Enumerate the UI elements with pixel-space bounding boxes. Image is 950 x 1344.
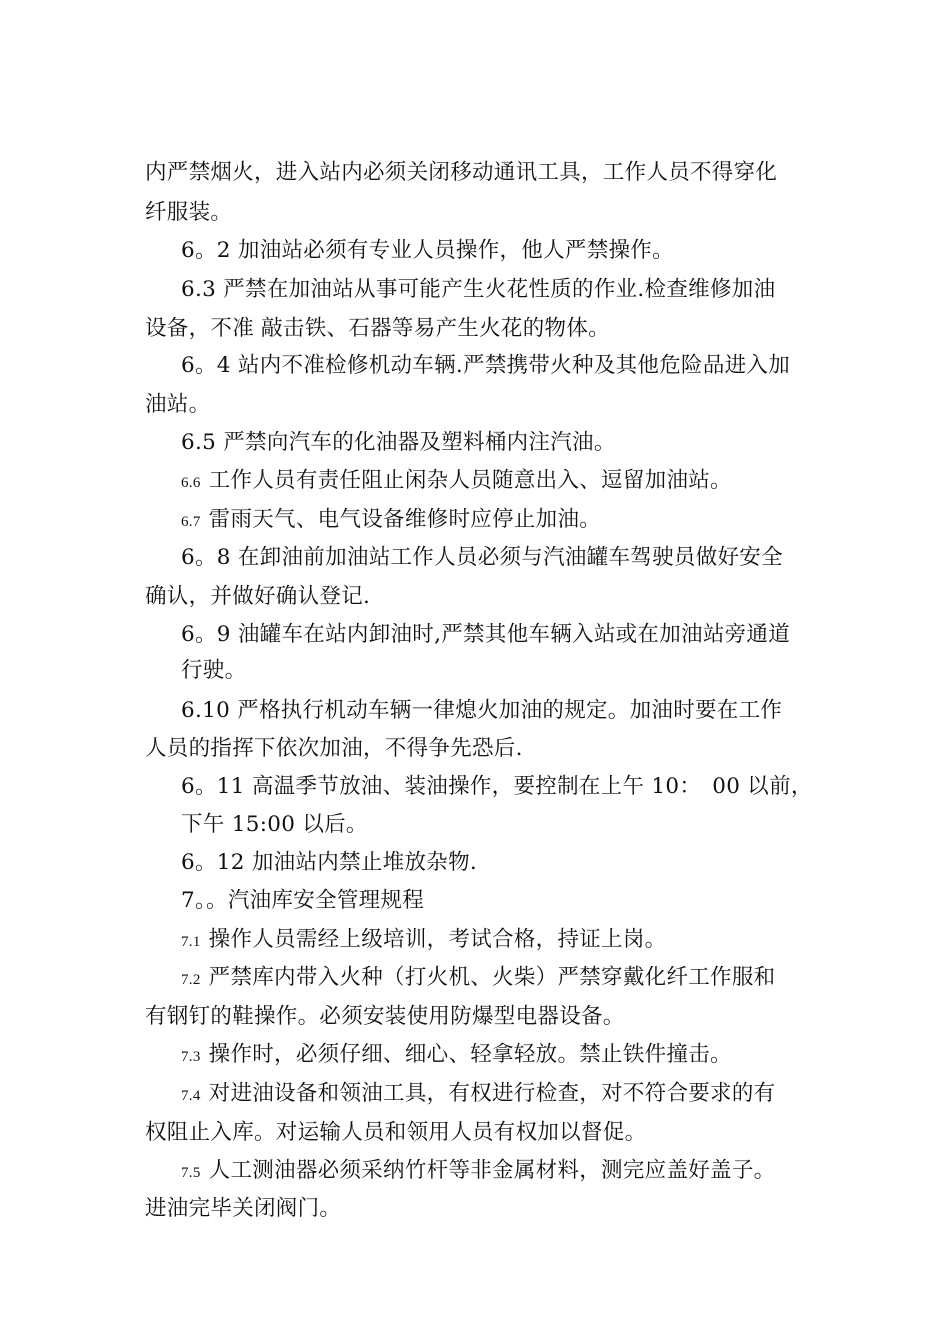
section-7-heading: 7。。汽油库安全管理规程 [181, 888, 425, 913]
text-line: 权阻止入库。对运输人员和领用人员有权加以督促。 [145, 1120, 647, 1145]
item-number: 7.3 [181, 1049, 201, 1065]
text-line: 确认，并做好确认登记. [145, 584, 371, 609]
text-line: 进油完毕关闭阀门。 [145, 1196, 342, 1221]
item-7-5 [181, 1156, 775, 1188]
text-line: 纤服装。 [145, 200, 233, 225]
text-line: 下午 15:00 以后。 [181, 812, 368, 837]
item-6-7 [181, 505, 601, 537]
item-6-12: 6。12 加油站内禁止堆放杂物. [181, 850, 478, 875]
item-6-5: 6.5 严禁向汽车的化油器及塑料桶内注汽油。 [181, 430, 616, 455]
item-6-6 [181, 466, 732, 498]
item-number: 7.5 [181, 1165, 201, 1181]
item-number: 6.7 [181, 514, 201, 530]
item-6-11: 6。11 高温季节放油、装油操作，要控制在上午 10： 00 以前， [181, 774, 813, 799]
item-6-9: 6。9 油罐车在站内卸油时,严禁其他车辆入站或在加油站旁通道 [181, 622, 791, 647]
item-7-3 [181, 1040, 732, 1072]
item-text: 雷雨天气、电气设备维修时应停止加油。 [208, 507, 602, 532]
text-line: 人员的指挥下依次加油，不得争先恐后. [145, 736, 523, 761]
item-6-3: 6.3 严禁在加油站从事可能产生火花性质的作业.检查维修加油 [181, 277, 776, 302]
text-line: 内严禁烟火，进入站内必须关闭移动通讯工具，工作人员不得穿化 [145, 160, 778, 185]
text-line: 设备，不准 敲击铁、石器等易产生火花的物体。 [145, 316, 610, 341]
item-number: 7.1 [181, 934, 201, 950]
item-text: 操作时，必须仔细、细心、轻拿轻放。禁止铁件撞击。 [208, 1042, 732, 1067]
item-number: 6.6 [181, 475, 201, 491]
item-6-2: 6。2 加油站必须有专业人员操作，他人严禁操作。 [181, 238, 674, 263]
text-line: 油站。 [145, 392, 211, 417]
item-text: 人工测油器必须采纳竹杆等非金属材料，测完应盖好盖子。 [208, 1158, 776, 1183]
item-7-1 [181, 925, 666, 957]
text-line: 行驶。 [181, 658, 247, 683]
item-text: 严禁库内带入火种（打火机、火柴）严禁穿戴化纤工作服和 [208, 965, 776, 990]
item-6-8: 6。8 在卸油前加油站工作人员必须与汽油罐车驾驶员做好安全 [181, 545, 783, 570]
item-6-4: 6。4 站内不准检修机动车辆.严禁携带火种及其他危险品进入加 [181, 353, 791, 378]
item-text: 对进油设备和领油工具，有权进行检查，对不符合要求的有 [208, 1081, 776, 1106]
item-text: 操作人员需经上级培训，考试合格，持证上岗。 [208, 927, 667, 952]
item-7-2 [181, 963, 775, 995]
item-text: 工作人员有责任阻止闲杂人员随意出入、逗留加油站。 [208, 468, 732, 493]
item-6-10: 6.10 严格执行机动车辆一律熄火加油的规定。加油时要在工作 [181, 698, 783, 723]
item-7-4 [181, 1079, 775, 1111]
text-line: 有钢钉的鞋操作。必须安装使用防爆型电器设备。 [145, 1004, 625, 1029]
item-number: 7.4 [181, 1088, 201, 1104]
item-number: 7.2 [181, 972, 201, 988]
